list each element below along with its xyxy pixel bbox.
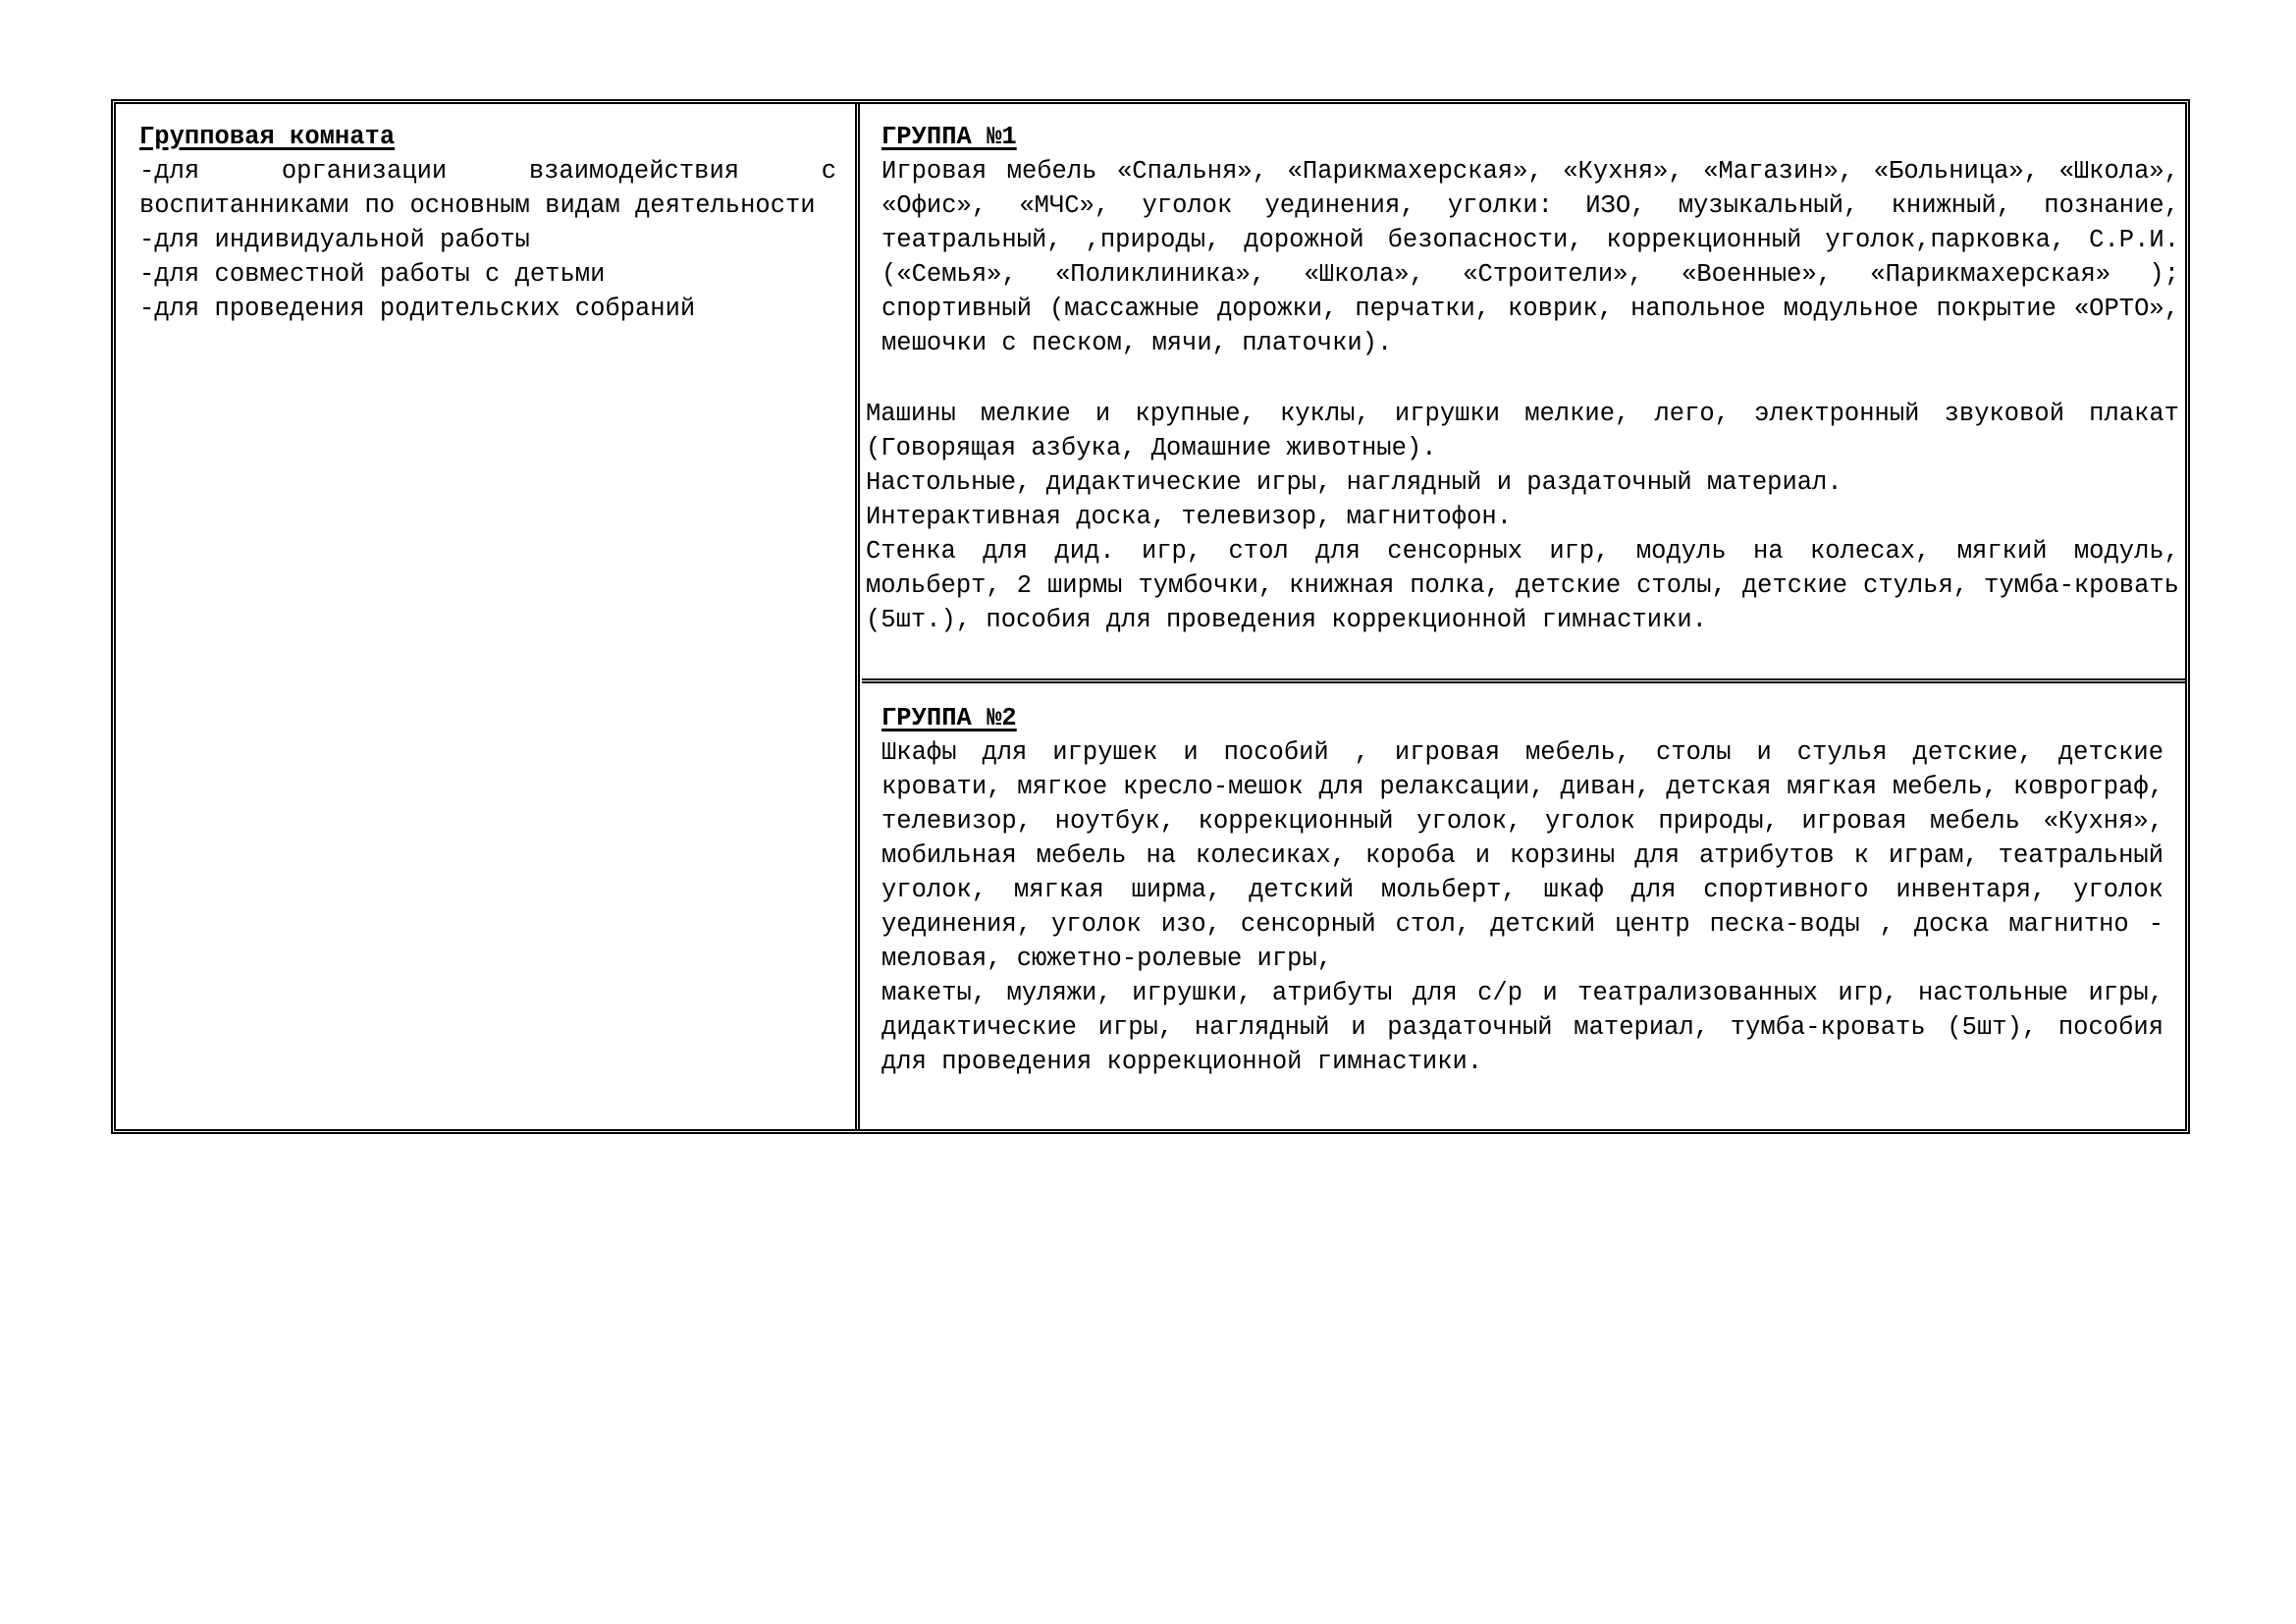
group1-items bbox=[866, 397, 2179, 637]
equipment-table bbox=[111, 99, 2190, 1134]
group1-toys: Машины мелкие и крупные, куклы, игрушки мелкие, лего, электронный звуковой плакат (Говорящая азбука, Домашние животные). bbox=[866, 400, 2179, 462]
group1-games: Настольные, дидактические игры, наглядный и раздаточный материал. bbox=[866, 468, 1842, 497]
group1-tech: Интерактивная доска, телевизор, магнитофон. bbox=[866, 503, 1513, 531]
group2-paragraph-1: Шкафы для игрушек и пособий , игровая мебель, столы и стулья детские, детские кровати, мягкое кресло-мешок для релаксации, диван, детская мягкая мебель, коврограф, телевизор, ноутбук, коррекционный уголок, уголок природы, игровая мебель «Кухня», мобильная мебель на колесиках, короба и корзины для атрибутов к играм, театральный уголок, мягкая ширма, детский мольберт, шкаф для спортивного инвентаря, уголок уединения, уголок изо, сенсорный стол, детский центр песка-воды , доска магнитно - меловая, сюжетно-ролевые игры, bbox=[881, 738, 2163, 973]
group2-content bbox=[881, 701, 2163, 1079]
group2-cell bbox=[862, 685, 2185, 1129]
room-purpose-cell bbox=[116, 104, 860, 1129]
purpose-line-4: -для проведения родительских собраний bbox=[139, 295, 696, 323]
purpose-line-2: -для индивидуальной работы bbox=[139, 226, 530, 254]
group1-content bbox=[881, 120, 2179, 360]
group1-title-text: ГРУППА №1 bbox=[881, 123, 1017, 151]
group1-cell bbox=[862, 104, 2185, 683]
group1-equipment: Игровая мебель «Спальня», «Парикмахерская», «Кухня», «Магазин», «Больница», «Школа», «Офис», «МЧС», уголок уединения, уголки: ИЗО, музыкальный, книжный, познание, театральный, ,природы, дорожной безопасности, коррекционный уголок,парковка, С.Р.И. («Семья», «Поликлиника», «Школа», «Строители», «Военные», «Парикмахерская» ); спортивный (массажные дорожки, перчатки, коврик, напольное модульное покрытие «ОРТО», мешочки с песком, мячи, платочки). bbox=[881, 157, 2179, 357]
group2-title-text: ГРУППА №2 bbox=[881, 704, 1017, 732]
group1-title bbox=[881, 120, 2179, 154]
room-title-text: Групповая комната bbox=[139, 123, 396, 151]
room-title bbox=[139, 120, 836, 154]
group1-furniture: Стенка для дид. игр, стол для сенсорных игр, модуль на колесах, мягкий модуль, мольберт, 2 ширмы тумбочки, книжная полка, детские столы, детские стулья, тумба-кровать (5шт.), пособия для проведения коррекционной гимнастики. bbox=[866, 537, 2179, 634]
room-purpose-content bbox=[139, 120, 836, 326]
group2-title bbox=[881, 701, 2163, 735]
group2-paragraph-2: макеты, муляжи, игрушки, атрибуты для с/р и театрализованных игр, настольные игры, дидактические игры, наглядный и раздаточный материал, тумба-кровать (5шт), пособия для проведения коррекционной гимнастики. bbox=[881, 979, 2163, 1076]
purpose-line-3: -для совместной работы с детьми bbox=[139, 260, 606, 289]
purpose-line-1: -для организации взаимодействия с воспитанниками по основным видам деятельности bbox=[139, 157, 836, 220]
